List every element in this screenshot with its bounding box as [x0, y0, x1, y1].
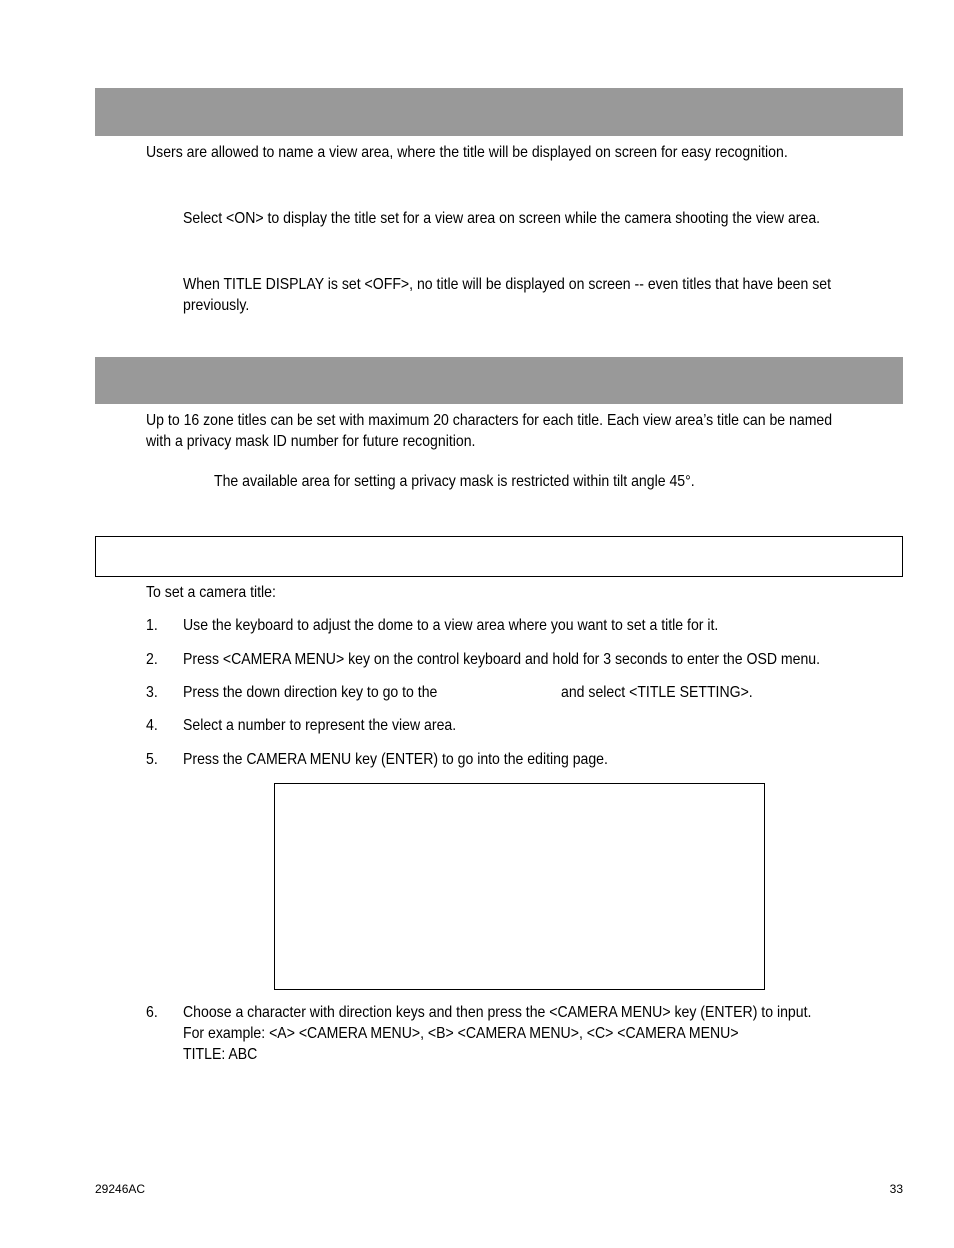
section-header-bar: [95, 357, 903, 404]
procedure-lead: To set a camera title:: [146, 584, 276, 601]
step-number: 6.: [146, 1004, 158, 1021]
step-text: Choose a character with direction keys and then press the <CAMERA MENU> key (ENTER) to input.: [183, 1004, 812, 1021]
step-number: 2.: [146, 651, 158, 668]
step-text: Select a number to represent the view area.: [183, 717, 457, 734]
subsection-header-box: [95, 536, 903, 577]
section2-intro-line1: Up to 16 zone titles can be set with maximum 20 characters for each title. Each view area’s title can be named: [146, 412, 833, 429]
step-text: Press the CAMERA MENU key (ENTER) to go into the editing page.: [183, 751, 608, 768]
step-number: 1.: [146, 617, 158, 634]
step-number: 4.: [146, 717, 158, 734]
step-text: Use the keyboard to adjust the dome to a view area where you want to set a title for it.: [183, 617, 719, 634]
title-display-off-text-line1: When TITLE DISPLAY is set <OFF>, no title will be displayed on screen -- even titles that have been set: [183, 276, 832, 293]
step-number: 5.: [146, 751, 158, 768]
footer-doc-id: 29246AC: [95, 1182, 146, 1196]
step-example: For example: <A> <CAMERA MENU>, <B> <CAMERA MENU>, <C> <CAMERA MENU>: [183, 1025, 739, 1042]
section1-intro: Users are allowed to name a view area, where the title will be displayed on screen for easy recognition.: [146, 144, 788, 161]
osd-screen-frame: [274, 783, 765, 990]
title-display-on-text: Select <ON> to display the title set for a view area on screen while the camera shooting the view area.: [183, 210, 821, 227]
step-result: TITLE: ABC: [183, 1046, 258, 1063]
title-display-off-text-line2: previously.: [183, 297, 250, 314]
page-number: 33: [889, 1182, 903, 1196]
step-text: Press the down direction key to go to the: [183, 684, 438, 701]
section2-intro-line2: with a privacy mask ID number for future recognition.: [146, 433, 476, 450]
step-text: and select <TITLE SETTING>.: [561, 684, 753, 701]
step-text: Press <CAMERA MENU> key on the control keyboard and hold for 3 seconds to enter the OSD menu.: [183, 651, 821, 668]
privacy-mask-note: The available area for setting a privacy mask is restricted within tilt angle 45°.: [214, 473, 695, 490]
step-number: 3.: [146, 684, 158, 701]
section-header-bar: [95, 88, 903, 136]
